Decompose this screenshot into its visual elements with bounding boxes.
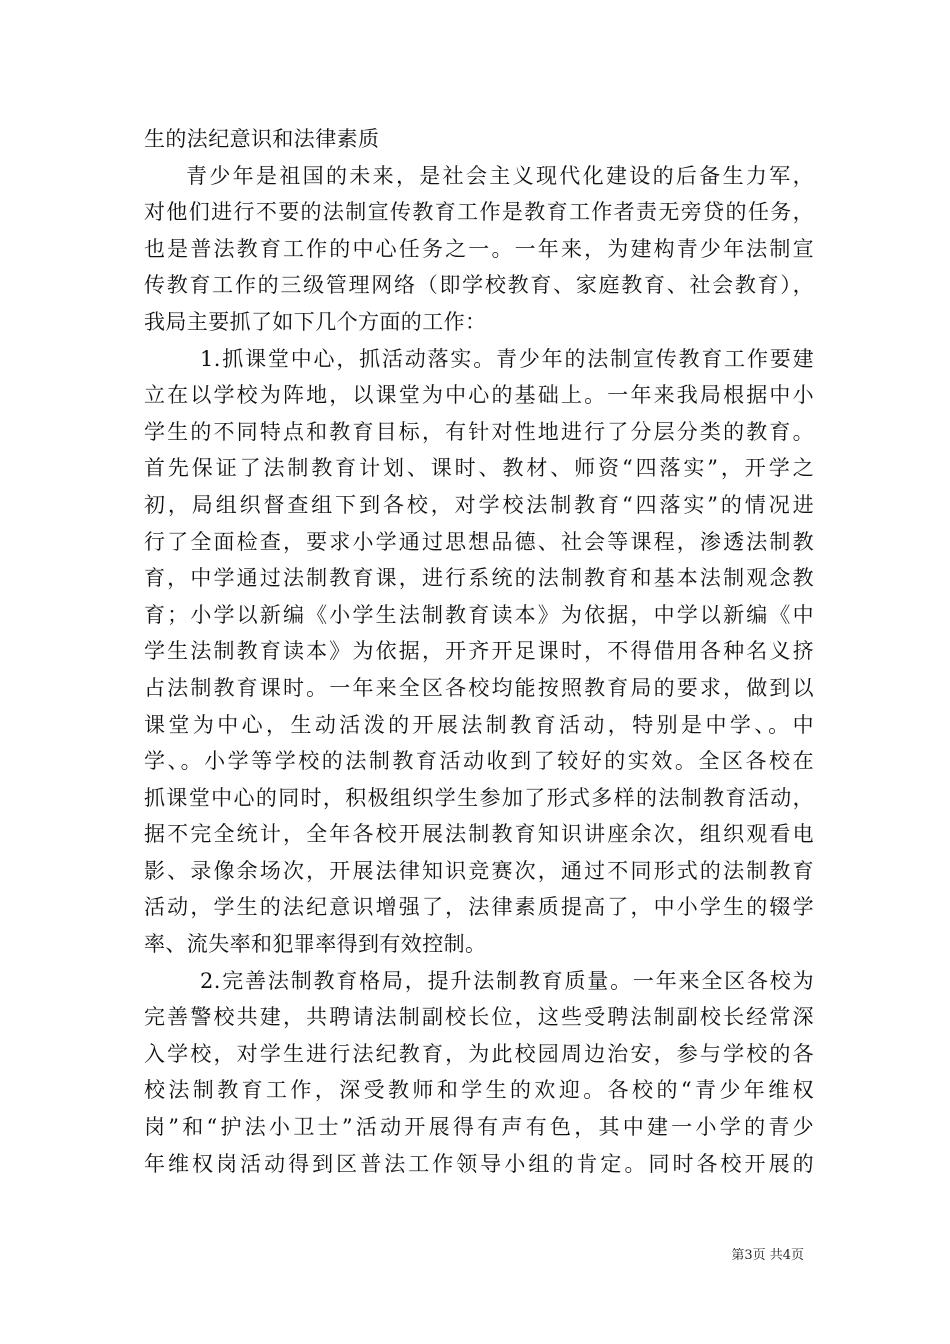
text-line: 年维权岗活动得到区普法工作领导小组的肯定。同时各校开展的 xyxy=(144,1151,814,1176)
text-line: 育，中学通过法制教育课，进行系统的法制教育和基本法制观念教 xyxy=(144,566,814,591)
text-line: 行了全面检查，要求小学通过思想品德、社会等课程，渗透法制教 xyxy=(144,529,814,554)
text-line: 率、流失率和犯罪率得到有效控制。 xyxy=(144,932,487,957)
text-line: 首先保证了法制教育计划、课时、教材、师资“四落实”，开学之 xyxy=(144,456,814,481)
text-line: 入学校，对学生进行法纪教育，为此校园周边治安，参与学校的各 xyxy=(144,1041,814,1066)
text-line: 学生法制教育读本》为依据，开齐开足课时，不得借用各种名义挤 xyxy=(144,639,814,664)
text-line: 生的法纪意识和法律素质 xyxy=(144,127,380,151)
text-line: 完善警校共建，共聘请法制副校长位，这些受聘法制副校长经常深 xyxy=(144,1005,814,1030)
text-line: 对他们进行不要的法制宣传教育工作是教育工作者责无旁贷的任务， xyxy=(144,200,814,225)
text-line: 课堂为中心，生动活泼的开展法制教育活动，特别是中学、。中 xyxy=(144,712,814,737)
text-line: 我局主要抓了如下几个方面的工作： xyxy=(144,309,487,334)
page-number: 第3页 共4页 xyxy=(731,1248,804,1263)
text-line: 1.抓课堂中心，抓活动落实。青少年的法制宣传教育工作要建 xyxy=(200,346,814,371)
text-line: 活动，学生的法纪意识增强了，法律素质提高了，中小学生的辍学 xyxy=(144,895,814,920)
text-line: 学生的不同特点和教育目标，有针对性地进行了分层分类的教育。 xyxy=(144,419,814,444)
text-line: 2.完善法制教育格局，提升法制教育质量。一年来全区各校为 xyxy=(200,968,814,993)
text-line: 占法制教育课时。一年来全区各校均能按照教育局的要求，做到以 xyxy=(144,675,814,700)
text-line: 初，局组织督查组下到各校，对学校法制教育“四落实”的情况进 xyxy=(144,492,814,517)
text-line: 影、录像余场次，开展法律知识竞赛次，通过不同形式的法制教育 xyxy=(144,858,814,883)
text-line: 也是普法教育工作的中心任务之一。一年来，为建构青少年法制宣 xyxy=(144,236,814,261)
text-line: 青少年是祖国的未来，是社会主义现代化建设的后备生力军， xyxy=(186,163,814,188)
text-line: 校法制教育工作，深受教师和学生的欢迎。各校的“青少年维权 xyxy=(144,1078,814,1103)
text-line: 学、。小学等学校的法制教育活动收到了较好的实效。全区各校在 xyxy=(144,749,814,774)
text-line: 据不完全统计，全年各校开展法制教育知识讲座余次，组织观看电 xyxy=(144,822,814,847)
document-body xyxy=(144,121,814,1182)
text-line: 抓课堂中心的同时，积极组织学生参加了形式多样的法制教育活动， xyxy=(144,785,814,810)
text-line: 立在以学校为阵地，以课堂为中心的基础上。一年来我局根据中小 xyxy=(144,383,814,408)
text-line: 传教育工作的三级管理网络（即学校教育、家庭教育、社会教育）， xyxy=(144,273,814,298)
text-line: 育；小学以新编《小学生法制教育读本》为依据，中学以新编《中 xyxy=(144,602,814,627)
text-line: 岗”和“护法小卫士”活动开展得有声有色，其中建一小学的青少 xyxy=(144,1115,814,1140)
